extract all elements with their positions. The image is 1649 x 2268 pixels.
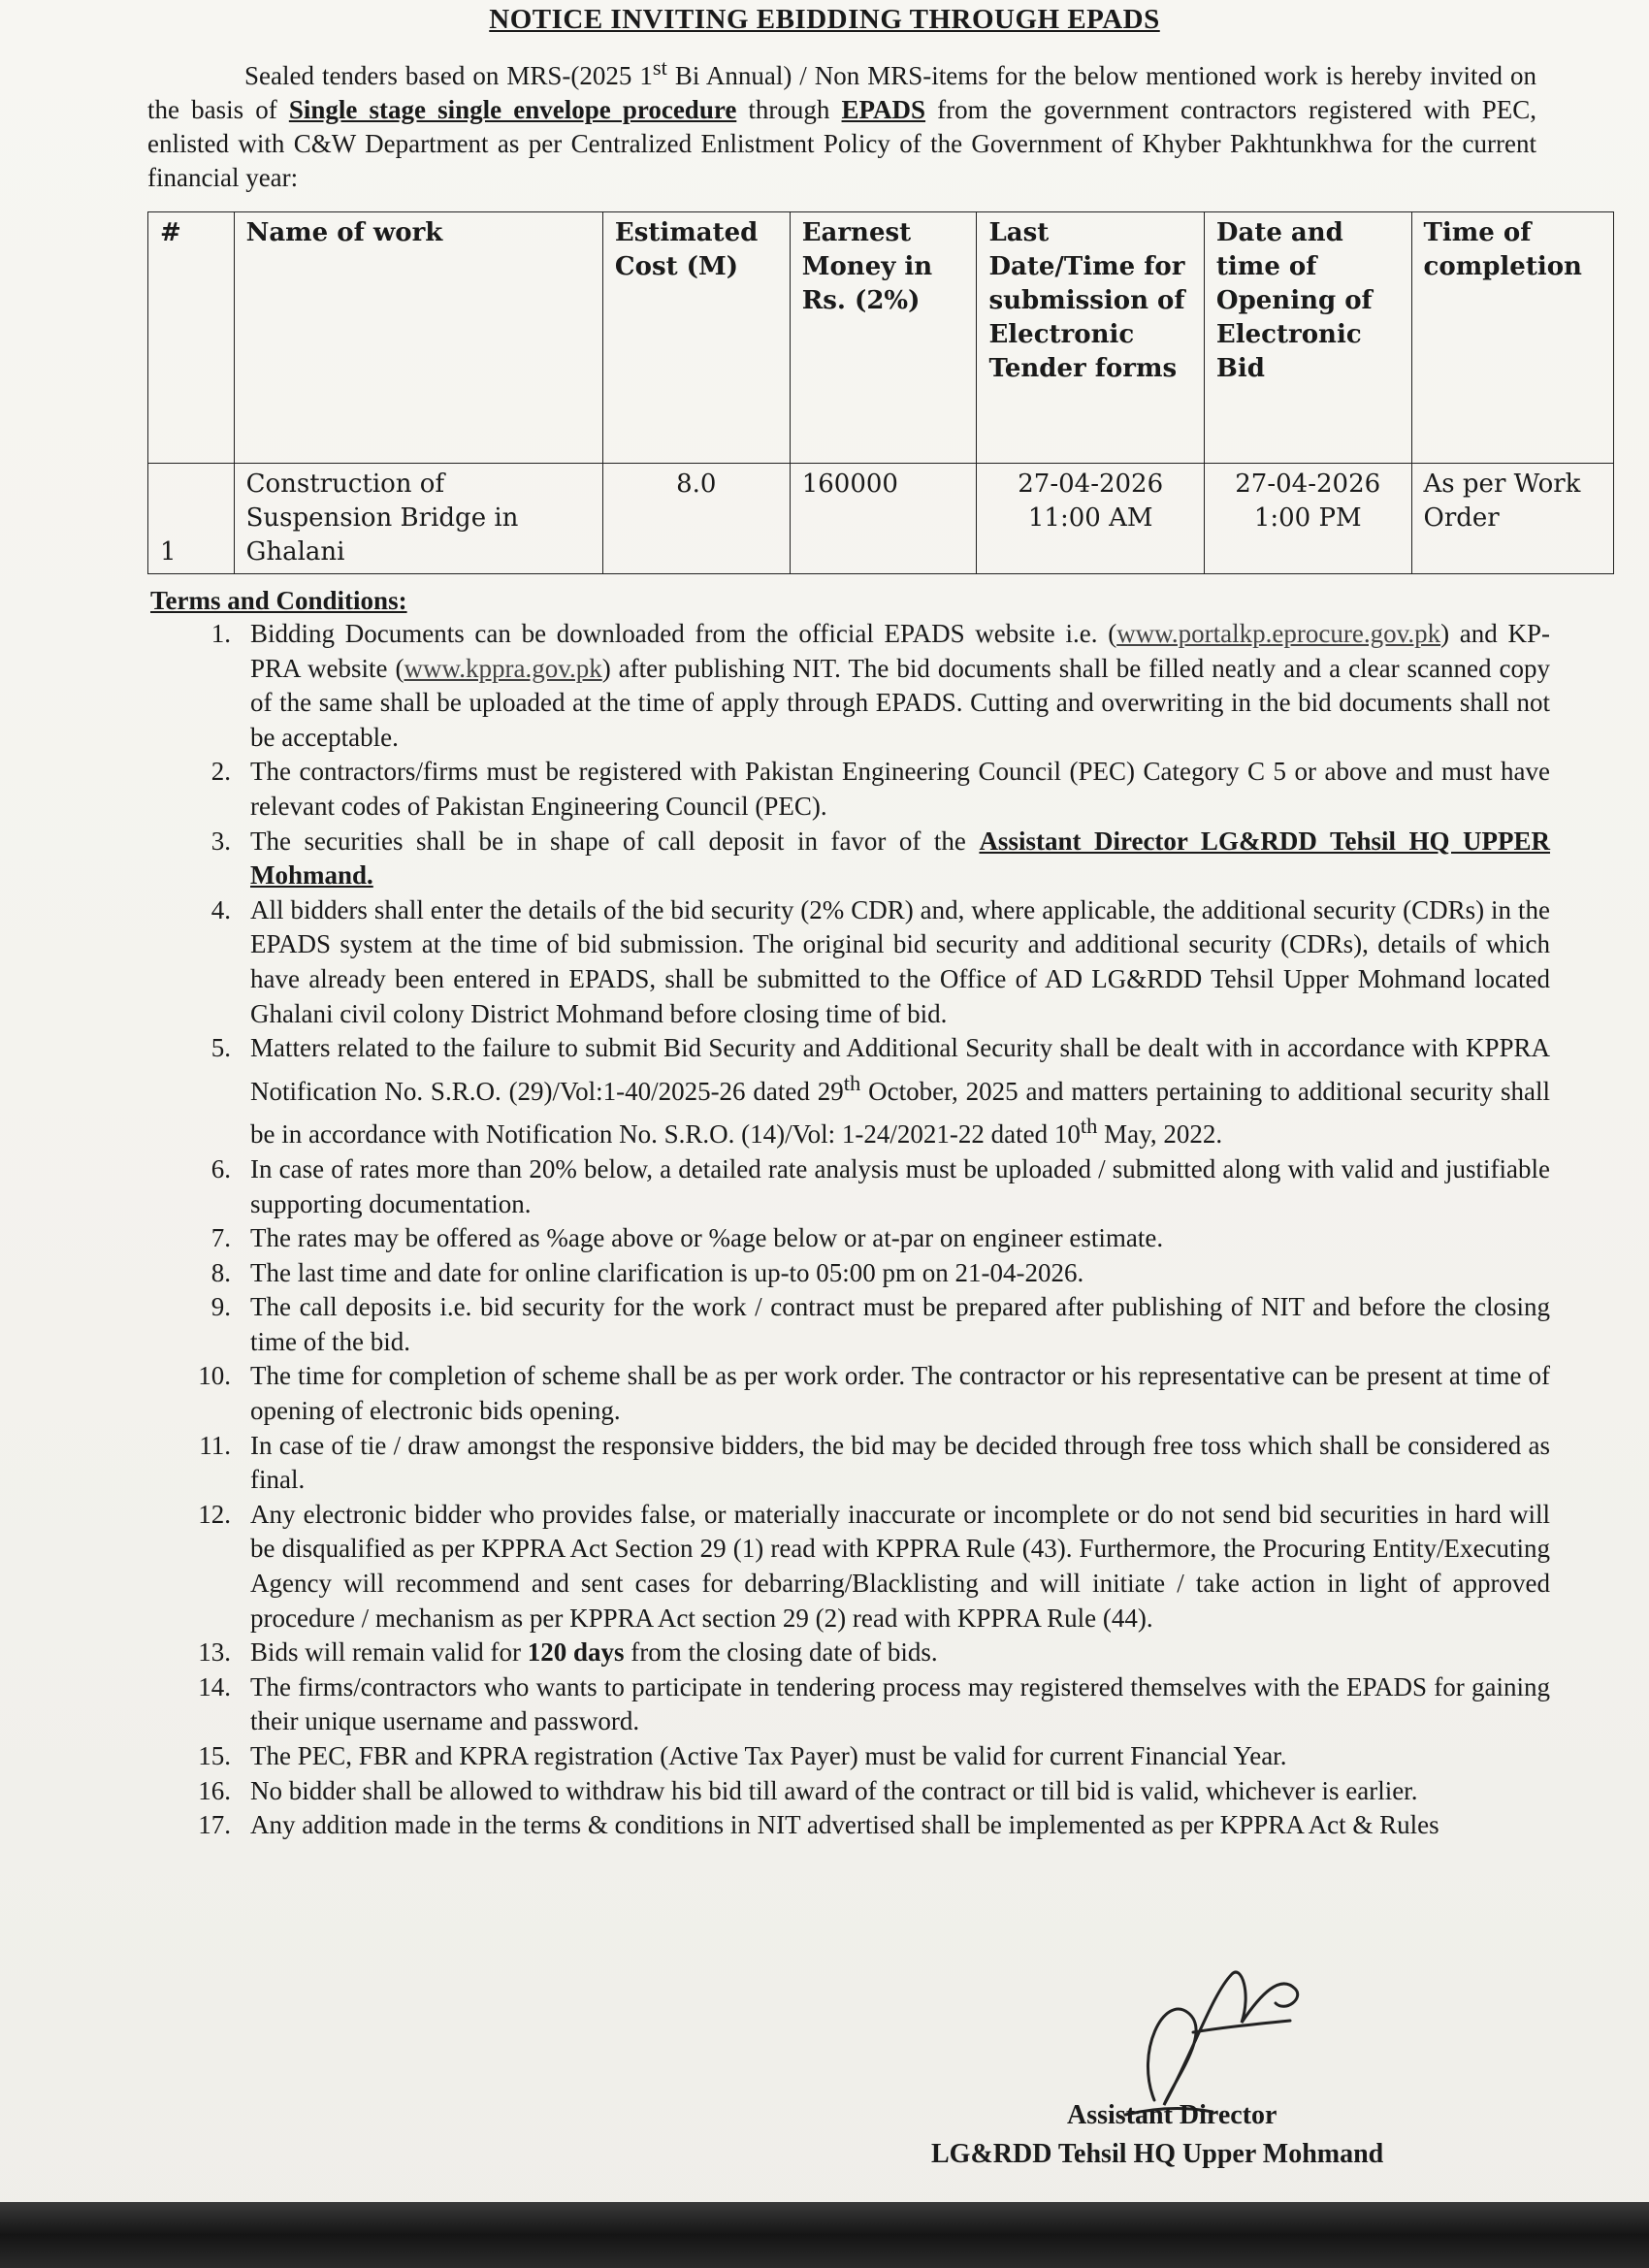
list-item: 1. Bidding Documents can be downloaded from the official EPADS website i.e. (www.portalkp.eprocure.gov.pk) and KP-PRA website (www.kppra.gov.pk) after publishing NIT. The bid documents shall be filled neatly and a clear scanned copy of the same shall be uploaded at the time of apply through EPADS. Cutting and overwriting in the bid documents shall not be acceptable. [210, 619, 1551, 752]
signatory-office: LG&RDD Tehsil HQ Upper Mohmand [931, 2139, 1384, 2169]
list-item: 3. The securities shall be in shape of call deposit in favor of the Assistant Director LG&RDD Tehsil HQ UPPER Mohmand. [210, 826, 1551, 891]
signatory-title: Assistant Director [1067, 2100, 1277, 2130]
row-opening: 27-04-2026 1:00 PM [1204, 464, 1411, 574]
page-title: NOTICE INVITING EBIDDING THROUGH EPADS [489, 4, 1160, 35]
list-item: 6. In case of rates more than 20% below, a detailed rate analysis must be uploaded / submitted along with valid and justifiable supporting documentation. [210, 1153, 1550, 1218]
header-last-date: Last Date/Time for submission of Electronic Tender forms [977, 212, 1204, 464]
list-item: 7. The rates may be offered as %age above or %age below or at-par on engineer estimate. [210, 1223, 1164, 1253]
header-earnest: Earnest Money in Rs. (2%) [790, 212, 977, 464]
epads-name: EPADS [841, 95, 926, 124]
epads-link[interactable]: www.portalkp.eprocure.gov.pk [1116, 619, 1441, 648]
list-item: 10. The time for completion of scheme shall be as per work order. The contractor or his representative can be present at time of opening of electronic bids opening. [198, 1361, 1550, 1426]
list-item: 14. The firms/contractors who wants to participate in tendering process may registered themselves with the EPADS for gaining their unique username and password. [198, 1671, 1550, 1736]
row-name: Construction of Suspension Bridge in Ghalani [234, 464, 602, 574]
header-name: Name of work [234, 212, 602, 464]
table-header-row [148, 212, 1614, 464]
header-completion: Time of completion [1411, 212, 1613, 464]
table-row [148, 464, 1614, 574]
list-item: 2. The contractors/firms must be registered with Pakistan Engineering Council (PEC) Category C 5 or above and must have relevant codes of Pakistan Engineering Council (PEC). [210, 757, 1550, 821]
list-item: 16. No bidder shall be allowed to withdraw his bid till award of the contract or till bid is valid, whichever is earlier. [198, 1775, 1418, 1805]
list-item: 8. The last time and date for online clarification is up-to 05:00 pm on 21-04-2026. [210, 1257, 1084, 1287]
kppra-link[interactable]: www.kppra.gov.pk [404, 653, 602, 683]
row-no: 1 [148, 464, 235, 574]
list-item: 15. The PEC, FBR and KPRA registration (Active Tax Payer) must be valid for current Financial Year. [198, 1741, 1287, 1770]
header-opening: Date and time of Opening of Electronic Bid [1204, 212, 1411, 464]
list-item: 4. All bidders shall enter the details of the bid security (2% CDR) and, where applicable, the additional security (CDRs) in the EPADS system at the time of bid submission. The original bid security and additional security (CDRs), details of which have already been entered in EPADS, shall be submitted to the Office of AD LG&RDD Tehsil Upper Mohmand located Ghalani civil colony District Mohmand before closing time of bid. [210, 894, 1550, 1028]
header-no: # [148, 212, 235, 464]
list-item: 11. In case of tie / draw amongst the responsive bidders, the bid may be decided through free toss which shall be considered as final. [199, 1430, 1550, 1495]
scan-edge [0, 2202, 1649, 2268]
list-item: 5. Matters related to the failure to submit Bid Security and Additional Security shall be dealt with in accordance with KPPRA Notification No. S.R.O. (29)/Vol:1-40/2025-26 dated 29th October, 2025 and matters pertaining to additional security shall be in accordance with Notification No. S.R.O. (14)/Vol: 1-24/2021-22 dated 10th May, 2022. [210, 1033, 1550, 1150]
list-item: 17. Any addition made in the terms & conditions in NIT advertised shall be implemented as per KPPRA Act & Rules [198, 1810, 1439, 1840]
terms-list [153, 617, 1550, 1843]
list-item: 9. The call deposits i.e. bid security for the work / contract must be prepared after publishing of NIT and before the closing time of the bid. [210, 1292, 1550, 1356]
header-cost: Estimated Cost (M) [602, 212, 790, 464]
row-earnest: 160000 [790, 464, 977, 574]
row-completion: As per Work Order [1411, 464, 1613, 574]
procedure-name: Single stage single envelope procedure [288, 95, 737, 124]
row-last-date: 27-04-2026 11:00 AM [977, 464, 1204, 574]
intro-paragraph: Sealed tenders based on MRS-(2025 1st Bi Annual) / Non MRS-items for the below mentioned work is hereby invited on the basis of Single stage single envelope procedure through EPADS from the government contractors registered with PEC, enlisted with C&W Department as per Centralized Enlistment Policy of the Government of Khyber Pakhtunkhwa for the current financial year: [147, 55, 1536, 192]
tender-table [147, 211, 1614, 574]
list-item: 13. Bids will remain valid for 120 days from the closing date of bids. [198, 1637, 938, 1668]
list-item: 12. Any electronic bidder who provides false, or materially inaccurate or incomplete or do not send bid securities in hard will be disqualified as per KPPRA Act Section 29 (1) read with KPPRA Rule (43). Furthermore, the Procuring Entity/Executing Agency will recommend and sent cases for debarring/Blacklisting and will initiate / take action in light of approved procedure / mechanism as per KPPRA Act section 29 (2) read with KPPRA Rule (44). [198, 1499, 1550, 1633]
terms-heading: Terms and Conditions: [150, 586, 407, 615]
row-cost: 8.0 [602, 464, 790, 574]
